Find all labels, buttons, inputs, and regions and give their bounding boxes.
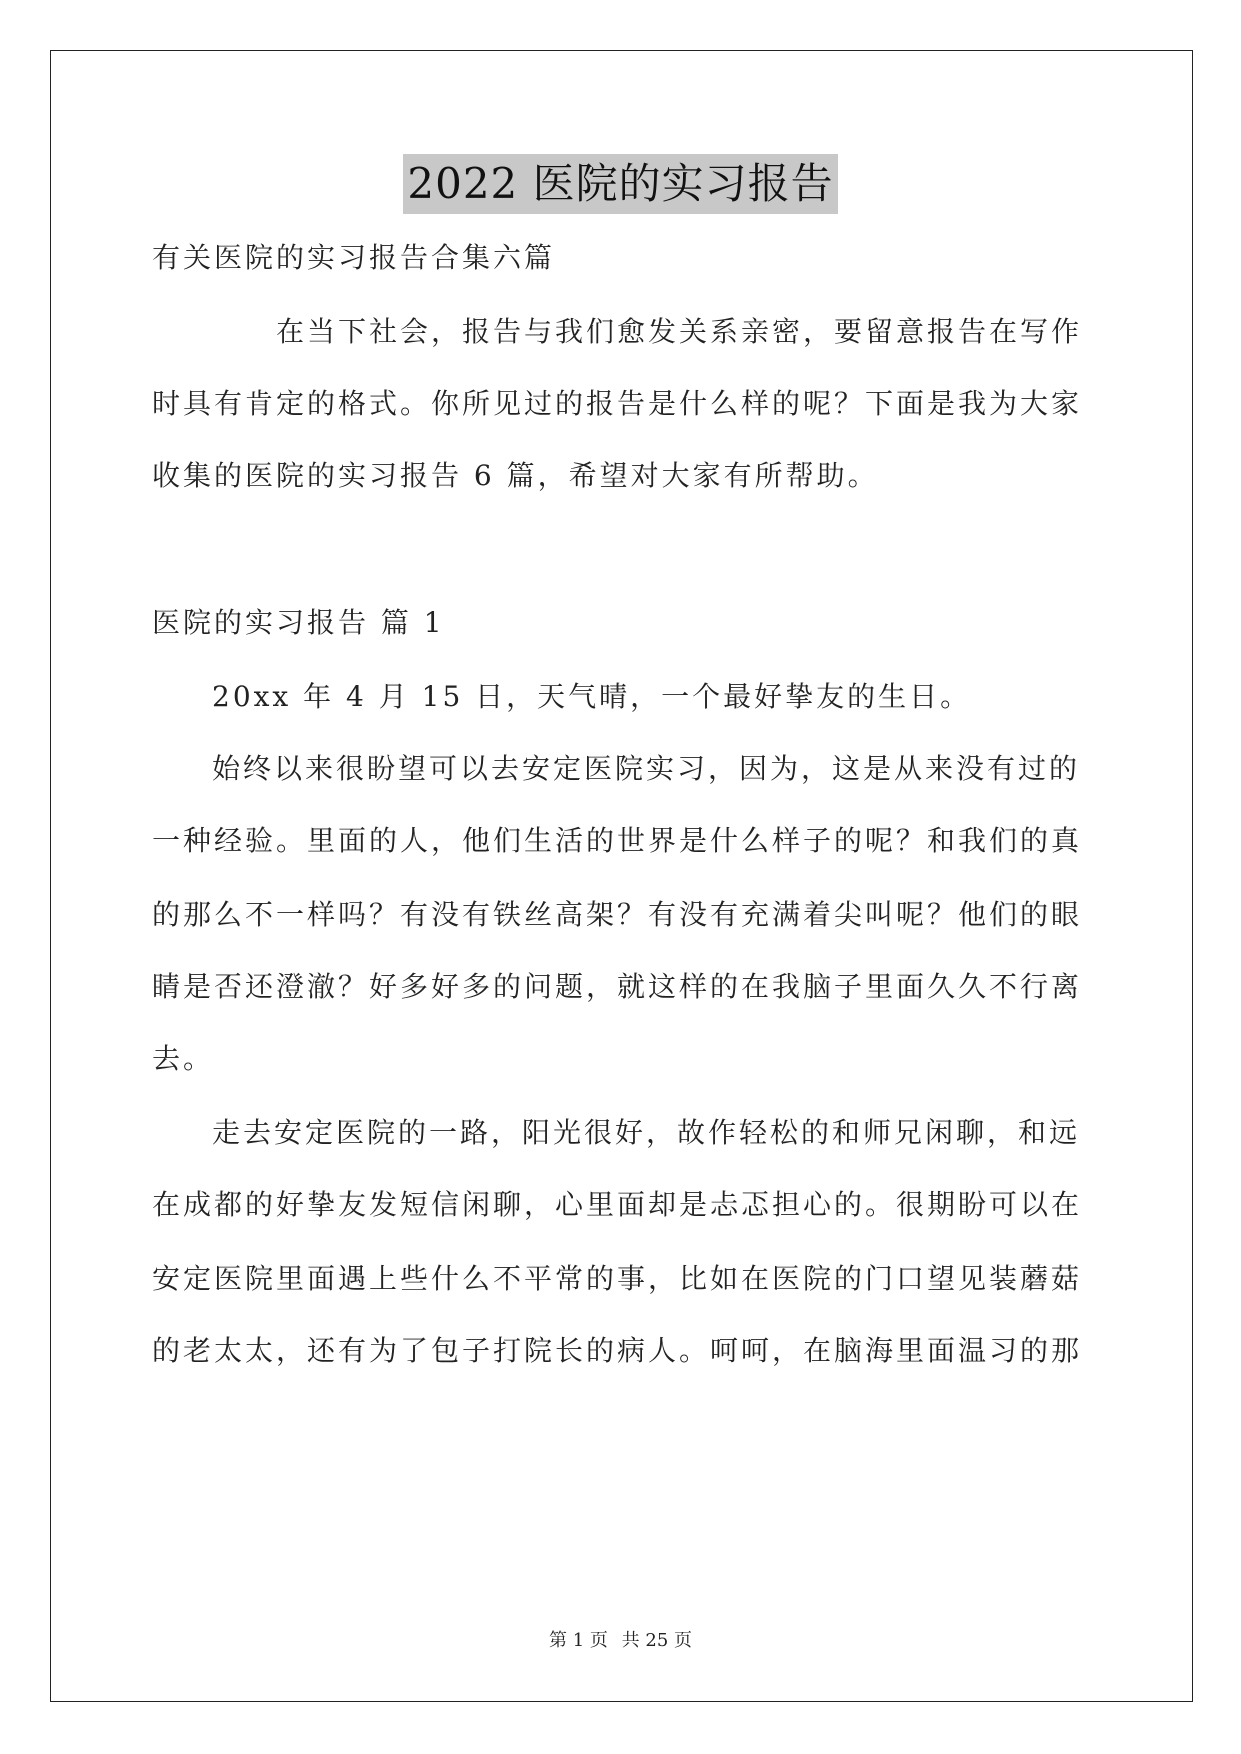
- body-line-10: 的老太太，还有为了包子打院长的病人。呵呵，在脑海里面温习的那: [152, 1334, 1083, 1367]
- document-title: 2022 医院的实习报告: [403, 154, 837, 214]
- page-border: [50, 50, 1193, 1702]
- title-container: [0, 154, 1241, 214]
- body-line-2: 始终以来很盼望可以去安定医院实习，因为，这是从来没有过的: [212, 752, 1081, 785]
- body-line-8: 在成都的好挚友发短信闲聊，心里面却是忐忑担心的。很期盼可以在: [152, 1188, 1083, 1221]
- document-subtitle: 有关医院的实习报告合集六篇: [152, 241, 556, 274]
- page-total: 共 25 页: [621, 1630, 692, 1651]
- body-line-6: 去。: [152, 1042, 215, 1075]
- body-line-1: 20xx 年 4 月 15 日，天气晴，一个最好挚友的生日。: [212, 680, 972, 713]
- page-number: 第 1 页: [549, 1630, 608, 1651]
- body-line-7: 走去安定医院的一路，阳光很好，故作轻松的和师兄闲聊，和远: [212, 1116, 1081, 1149]
- body-line-9: 安定医院里面遇上些什么不平常的事，比如在医院的门口望见装蘑菇: [152, 1262, 1083, 1295]
- intro-line-3: 收集的医院的实习报告 6 篇，希望对大家有所帮助。: [152, 459, 879, 492]
- body-line-3: 一种经验。里面的人，他们生活的世界是什么样子的呢？和我们的真: [152, 824, 1083, 857]
- body-line-5: 睛是否还澄澈？好多好多的问题，就这样的在我脑子里面久久不行离: [152, 970, 1083, 1003]
- page-footer: [0, 1626, 1241, 1652]
- intro-line-1: 在当下社会，报告与我们愈发关系亲密，要留意报告在写作: [276, 315, 1083, 348]
- intro-line-2: 时具有肯定的格式。你所见过的报告是什么样的呢？下面是我为大家: [152, 387, 1083, 420]
- body-line-4: 的那么不一样吗？有没有铁丝高架？有没有充满着尖叫呢？他们的眼: [152, 898, 1083, 931]
- section-heading: 医院的实习报告 篇 1: [152, 606, 445, 639]
